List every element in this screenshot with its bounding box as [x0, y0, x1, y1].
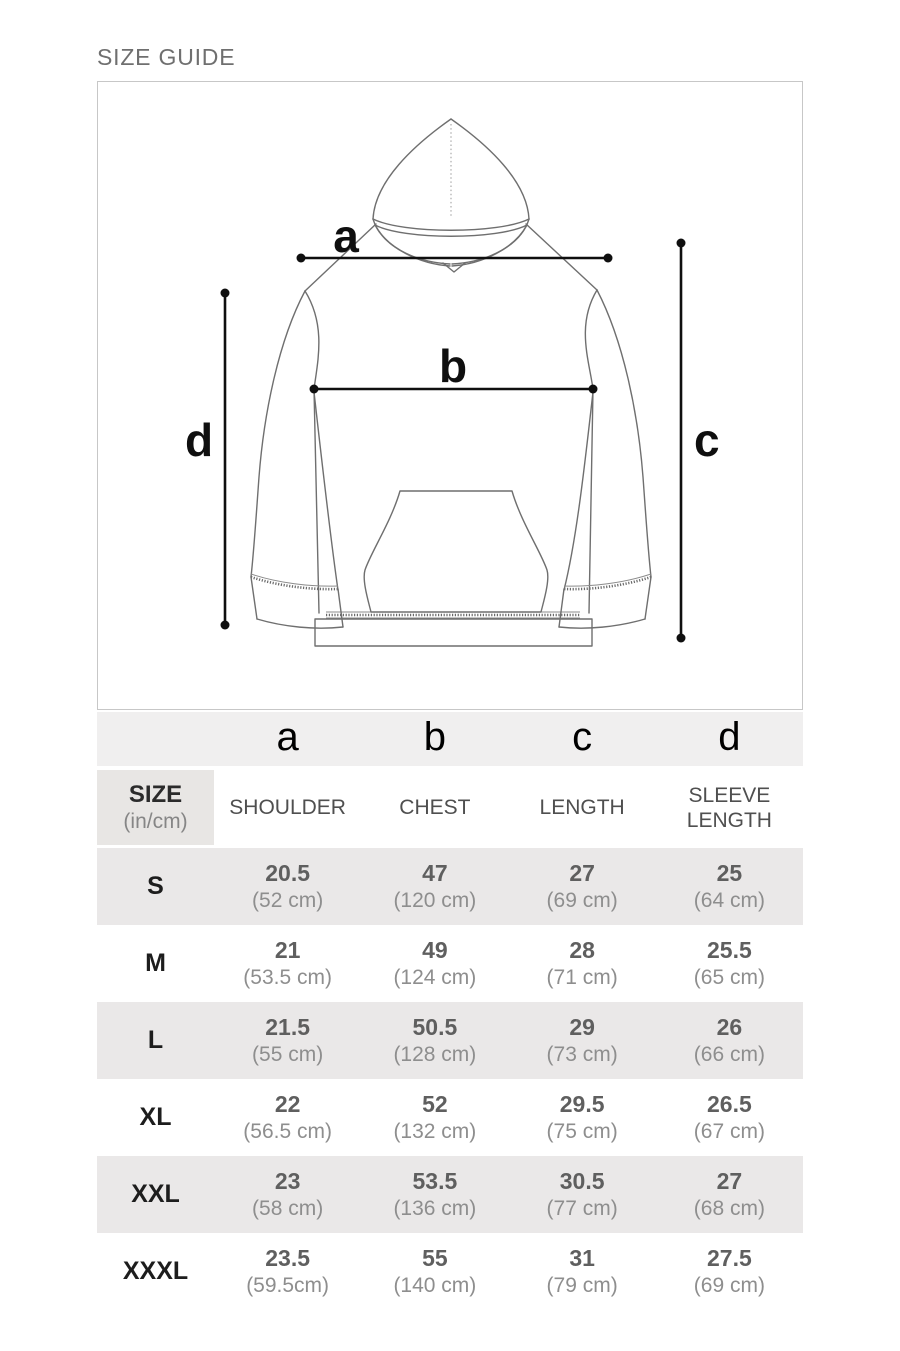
size-label: XXL [131, 1180, 180, 1208]
value-cm: (69 cm) [546, 889, 618, 912]
size-label: XXXL [122, 1257, 189, 1285]
value-in: 26.5 [706, 1091, 752, 1117]
sleeve-length-cell [656, 1002, 803, 1079]
shoulder-cell [214, 1079, 361, 1156]
value-cm: (71 cm) [546, 966, 618, 989]
sleeve-length-cell [656, 1079, 803, 1156]
sleeve-length-cell [656, 1233, 803, 1310]
value-cm: (58 cm) [252, 1197, 324, 1220]
value-cm: (132 cm) [393, 1120, 477, 1143]
letter-header-empty-cell [97, 712, 214, 766]
letter-header-b: b [423, 714, 446, 759]
chest-cell [361, 848, 508, 925]
measure-d [185, 289, 230, 630]
size-row-xxxl [97, 1233, 803, 1310]
value-in: 27.5 [706, 1245, 752, 1271]
value-in: 29 [569, 1014, 595, 1040]
value-in: 28 [569, 937, 595, 963]
chest-cell [361, 925, 508, 1002]
value-cm: (59.5cm) [246, 1274, 330, 1297]
value-cm: (52 cm) [252, 889, 324, 912]
value-in: 27 [716, 1168, 743, 1194]
value-in: 25.5 [706, 937, 752, 963]
value-in: 21.5 [265, 1014, 310, 1040]
value-in: 22 [274, 1091, 301, 1117]
value-cm: (55 cm) [252, 1043, 324, 1066]
size-label: M [145, 949, 166, 977]
length-cell [509, 1002, 656, 1079]
value-cm: (68 cm) [693, 1197, 765, 1220]
size-header-unit: (in/cm) [123, 810, 188, 833]
size-row-xl [97, 1079, 803, 1156]
value-cm: (69 cm) [693, 1274, 765, 1297]
chest-cell [361, 1156, 508, 1233]
length-cell [509, 1156, 656, 1233]
value-cm: (67 cm) [693, 1120, 765, 1143]
size-row-xxl [97, 1156, 803, 1233]
length-cell [509, 848, 656, 925]
value-cm: (124 cm) [393, 966, 477, 989]
size-row-s [97, 848, 803, 925]
sleeve-length-cell [656, 848, 803, 925]
size-guide [97, 0, 803, 1310]
value-in: 49 [422, 937, 448, 963]
page-title: SIZE GUIDE [97, 44, 236, 70]
value-in: 31 [569, 1245, 595, 1271]
value-in: 29.5 [559, 1091, 605, 1117]
shoulder-cell [214, 1156, 361, 1233]
hood [373, 119, 529, 272]
column-header-length: LENGTH [539, 796, 625, 819]
letter-header-c: c [572, 714, 593, 759]
hoodie-diagram [98, 82, 804, 709]
value-cm: (75 cm) [546, 1120, 618, 1143]
chest-cell [361, 1079, 508, 1156]
length-cell [509, 1079, 656, 1156]
column-header-shoulder: SHOULDER [229, 796, 346, 819]
left-sleeve [251, 291, 343, 628]
value-in: 23 [274, 1168, 301, 1194]
size-row-m [97, 925, 803, 1002]
value-cm: (128 cm) [393, 1043, 477, 1066]
value-in: 23.5 [265, 1245, 310, 1271]
measure-b [310, 340, 598, 394]
value-cm: (73 cm) [546, 1043, 618, 1066]
value-cm: (65 cm) [693, 966, 765, 989]
value-in: 50.5 [412, 1014, 458, 1040]
letter-header-d: d [718, 714, 741, 759]
chest-cell [361, 1002, 508, 1079]
value-cm: (79 cm) [546, 1274, 618, 1297]
value-in: 30.5 [559, 1168, 605, 1194]
size-label: XL [139, 1103, 172, 1131]
shoulder-cell [214, 925, 361, 1002]
length-cell [509, 1233, 656, 1310]
pocket [364, 491, 548, 612]
shoulder-cell [214, 1002, 361, 1079]
size-header-label: SIZE [128, 781, 183, 808]
value-cm: (140 cm) [393, 1274, 477, 1297]
value-cm: (120 cm) [393, 889, 477, 912]
value-cm: (66 cm) [693, 1043, 765, 1066]
shoulder-cell [214, 1233, 361, 1310]
measure-c-label: c [694, 414, 720, 466]
size-label: S [147, 872, 164, 900]
value-in: 21 [274, 937, 301, 963]
value-cm: (56.5 cm) [243, 1120, 332, 1143]
size-header-cell [97, 770, 214, 845]
size-row-l [97, 1002, 803, 1079]
value-in: 20.5 [265, 860, 310, 886]
length-cell [509, 925, 656, 1002]
column-header-sleeve-length: SLEEVE LENGTH [686, 783, 772, 832]
sleeve-length-cell [656, 1156, 803, 1233]
measure-a-label: a [333, 210, 359, 262]
measure-c [677, 239, 720, 643]
shoulder-cell [214, 848, 361, 925]
chest-cell [361, 1233, 508, 1310]
body [305, 224, 597, 646]
value-cm: (64 cm) [693, 889, 765, 912]
right-sleeve [559, 290, 651, 628]
value-in: 25 [716, 860, 743, 886]
value-in: 27 [569, 860, 595, 886]
value-cm: (53.5 cm) [243, 966, 332, 989]
value-cm: (77 cm) [546, 1197, 618, 1220]
value-in: 47 [422, 860, 448, 886]
value-in: 53.5 [412, 1168, 458, 1194]
size-label: L [147, 1026, 164, 1054]
value-in: 26 [716, 1014, 743, 1040]
column-header-row [97, 770, 803, 848]
measure-d-label: d [184, 414, 214, 466]
size-table [97, 712, 803, 1310]
value-in: 55 [422, 1245, 448, 1271]
column-header-chest: CHEST [399, 796, 471, 819]
value-cm: (136 cm) [393, 1197, 477, 1220]
sleeve-length-cell [656, 925, 803, 1002]
value-in: 52 [422, 1091, 448, 1117]
letter-header-a: a [276, 714, 299, 759]
measure-b-label: b [438, 340, 468, 392]
letter-header-row [97, 712, 803, 770]
size-diagram-panel [97, 81, 803, 710]
